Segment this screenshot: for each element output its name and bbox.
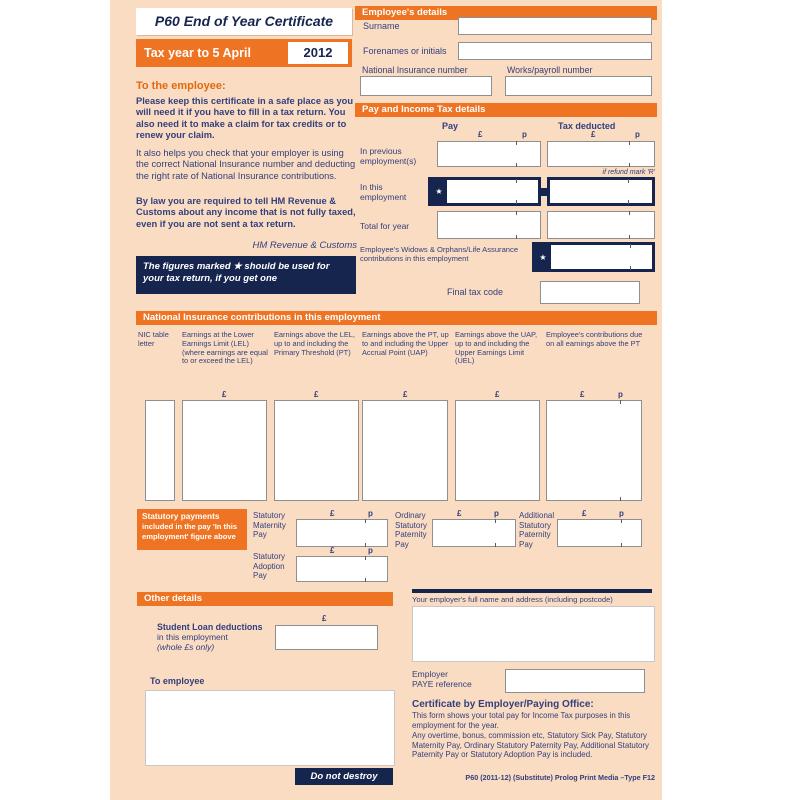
paye-reference-input[interactable] xyxy=(505,669,645,693)
tax-deducted-column-header: Tax deducted xyxy=(558,121,616,131)
star-icon: ★ xyxy=(431,180,447,203)
smp-input[interactable] xyxy=(296,519,388,547)
nic-col-header: Earnings at the Lower Earnings Limit (LEL) (where earnings are equal to or exceed the LEL) xyxy=(182,330,268,366)
student-loan-label-3: (whole £s only) xyxy=(157,642,215,652)
do-not-destroy-badge: Do not destroy xyxy=(295,768,393,785)
pence-symbol: p xyxy=(618,390,623,399)
pound-symbol: £ xyxy=(403,390,408,399)
to-employee-para2: It also helps you check that your employer is using the correct National Insurance number and deducting the right rate of National Insurance contributions. xyxy=(136,148,356,181)
pound-symbol: £ xyxy=(222,390,227,399)
pound-symbol: £ xyxy=(330,509,335,518)
ni-number-input[interactable] xyxy=(360,76,492,96)
works-payroll-input[interactable] xyxy=(505,76,652,96)
pound-symbol: £ xyxy=(591,130,596,139)
statutory-payments-box xyxy=(137,509,247,550)
employer-name-address-label: Your employer's full name and address (including postcode) xyxy=(412,595,613,604)
widows-orphans-label: Employee's Widows & Orphans/Life Assurance contributions in this employment xyxy=(360,245,519,264)
statutory-subheading: included in the pay 'In this employment' figure above xyxy=(142,521,238,541)
pound-symbol: £ xyxy=(322,614,327,623)
ospp-input[interactable] xyxy=(432,519,516,547)
student-loan-label-2: in this employment xyxy=(157,632,228,642)
nic-uap-uel-input[interactable] xyxy=(455,400,540,501)
sap-input[interactable] xyxy=(296,556,388,582)
works-payroll-label: Works/payroll number xyxy=(507,65,593,75)
to-employee-heading: To the employee: xyxy=(136,80,226,92)
total-tax-input[interactable] xyxy=(547,211,655,239)
other-details-heading: Other details xyxy=(144,593,203,604)
p60-form xyxy=(110,0,662,800)
smp-label: Statutory Maternity Pay xyxy=(253,511,286,540)
pay-tax-bar xyxy=(355,103,657,117)
sap-label: Statutory Adoption Pay xyxy=(253,552,286,581)
other-details-bar xyxy=(137,592,393,606)
widows-orphans-input[interactable] xyxy=(532,242,655,272)
pence-symbol: p xyxy=(635,130,640,139)
pay-column-header: Pay xyxy=(442,121,459,131)
nic-heading: National Insurance contributions in this employment xyxy=(143,312,381,323)
nic-pt-uap-input[interactable] xyxy=(362,400,448,501)
p60-title: P60 End of Year Certificate xyxy=(154,13,334,29)
this-employment-tax-input[interactable] xyxy=(547,177,655,206)
pence-symbol: p xyxy=(368,509,373,518)
student-loan-input[interactable] xyxy=(275,625,378,650)
figures-note: The figures marked ★ should be used for your tax return, if you get one xyxy=(136,256,356,294)
total-pay-input[interactable] xyxy=(437,211,541,239)
ni-number-label: National Insurance number xyxy=(362,65,468,75)
to-employee-para1: Please keep this certificate in a safe place as you will need it if you have to fill in a tax return. You also need it to make a claim for tax credits or to renew your claim. xyxy=(136,96,354,141)
employer-divider xyxy=(412,589,652,593)
pence-symbol: p xyxy=(368,546,373,555)
tax-year-value: 2012 xyxy=(303,45,333,60)
surname-label: Surname xyxy=(363,21,400,31)
aspp-label: Additional Statutory Paternity Pay xyxy=(519,511,555,549)
previous-pay-input[interactable] xyxy=(437,141,541,167)
pound-symbol: £ xyxy=(478,130,483,139)
pound-symbol: £ xyxy=(495,390,500,399)
forenames-label: Forenames or initials xyxy=(363,46,447,56)
nic-lel-input[interactable] xyxy=(182,400,267,501)
nic-col-header: Employee's contributions due on all earnings above the PT xyxy=(546,330,643,348)
final-tax-code-label: Final tax code xyxy=(447,287,504,297)
to-employee-note-area[interactable] xyxy=(145,690,395,766)
statutory-heading: Statutory payments xyxy=(142,511,220,521)
previous-tax-input[interactable] xyxy=(547,141,655,167)
forenames-input[interactable] xyxy=(458,42,652,60)
nic-col-header: Earnings above the PT, up to and including the Upper Accrual Point (UAP) xyxy=(362,330,449,357)
nic-lel-pt-input[interactable] xyxy=(274,400,359,501)
this-employment-label: In this employment xyxy=(360,182,407,202)
aspp-input[interactable] xyxy=(557,519,642,547)
previous-employment-label: In previous employment(s) xyxy=(360,146,417,166)
ospp-label: Ordinary Statutory Paternity Pay xyxy=(395,511,428,549)
total-for-year-label: Total for year xyxy=(360,221,410,231)
final-tax-code-input[interactable] xyxy=(540,281,640,304)
nic-col-header: Earnings above the UAP, up to and including the Upper Earnings Limit (UEL) xyxy=(455,330,538,366)
pound-symbol: £ xyxy=(580,390,585,399)
p60-title-box xyxy=(136,8,352,35)
nic-employee-contrib-input[interactable] xyxy=(546,400,642,501)
star-icon: ★ xyxy=(535,245,551,269)
paye-reference-label: Employer PAYE reference xyxy=(412,669,472,689)
this-employment-pay-input[interactable] xyxy=(428,177,541,206)
surname-input[interactable] xyxy=(458,17,652,35)
to-employee-para3: By law you are required to tell HM Revenue & Customs about any income that is not fully taxed, even if you are not sent a tax return. xyxy=(136,196,356,229)
pay-tax-heading: Pay and Income Tax details xyxy=(362,104,486,115)
pence-symbol: p xyxy=(494,509,499,518)
hmrc-signature: HM Revenue & Customs xyxy=(252,240,357,251)
pence-symbol: p xyxy=(619,509,624,518)
nic-table-letter-input[interactable] xyxy=(145,400,175,501)
student-loan-label-1: Student Loan deductions xyxy=(157,622,263,632)
pound-symbol: £ xyxy=(582,509,587,518)
nic-bar xyxy=(136,311,657,325)
to-employee-box-label: To employee xyxy=(150,676,205,686)
pound-symbol: £ xyxy=(330,546,335,555)
pound-symbol: £ xyxy=(457,509,462,518)
pound-symbol: £ xyxy=(314,390,319,399)
form-reference: P60 (2011-12) (Substitute) Prolog Print Media –Type F12 xyxy=(465,773,655,782)
employer-name-address-input[interactable] xyxy=(412,606,655,662)
pence-symbol: p xyxy=(522,130,527,139)
nic-col-header: NIC table letter xyxy=(138,330,169,348)
certificate-para-2: Any overtime, bonus, commission etc, Statutory Sick Pay, Statutory Maternity Pay, Ordinary Statutory Paternity Pay, Additional Statutory Paternity Pay or Statutory Adoption Pay is included. xyxy=(412,731,649,759)
tax-year-bar xyxy=(136,39,352,67)
certificate-heading: Certificate by Employer/Paying Office: xyxy=(412,699,594,710)
nic-col-header: Earnings above the LEL, up to and including the Primary Threshold (PT) xyxy=(274,330,355,357)
refund-note: if refund mark 'R' xyxy=(602,169,655,176)
employee-details-heading: Employee's details xyxy=(362,7,448,18)
tax-year-label: Tax year to 5 April xyxy=(144,46,251,60)
certificate-para-1: This form shows your total pay for Income Tax purposes in this employment for the year. xyxy=(412,711,631,730)
tax-year-value-box[interactable] xyxy=(288,42,348,64)
